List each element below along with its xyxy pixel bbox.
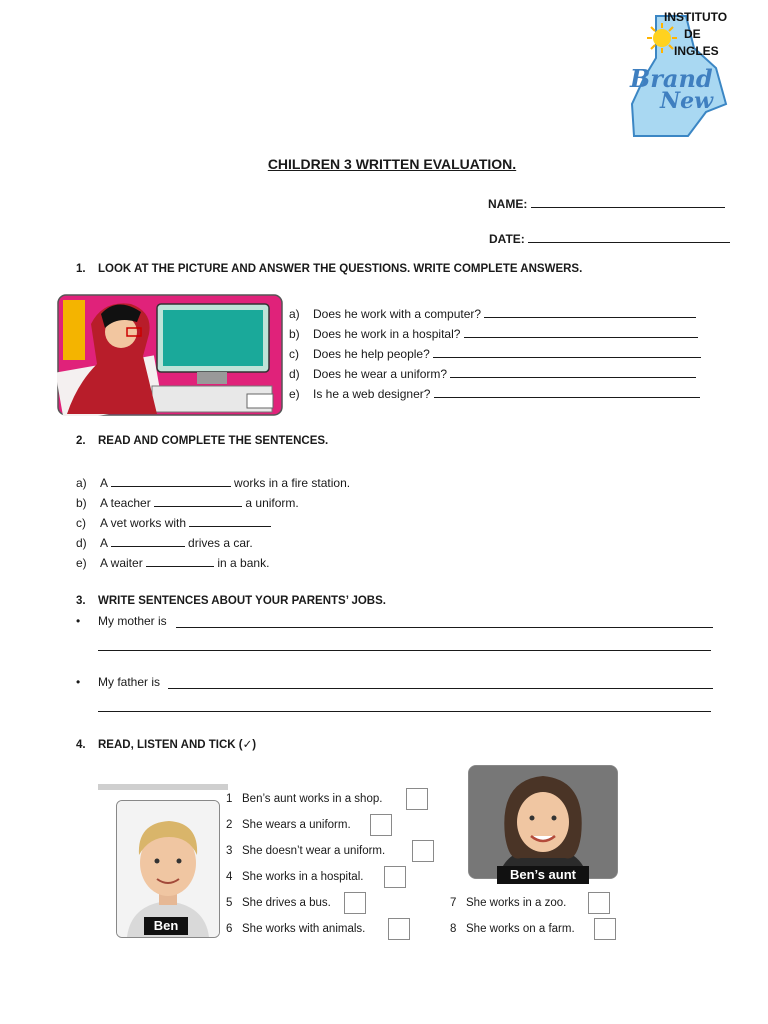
section-number: 4. (76, 739, 86, 751)
question-a (289, 306, 696, 321)
tick-box-7[interactable] (588, 892, 610, 914)
question-text: Is he a web designer? (313, 387, 431, 401)
fill-blank[interactable] (154, 495, 242, 507)
quiz-item-6 (226, 923, 365, 935)
quiz-text: She wears a uniform. (242, 819, 351, 831)
sentence-end: in a bank. (217, 556, 270, 570)
name-line[interactable] (531, 195, 725, 208)
tick-box-3[interactable] (412, 840, 434, 862)
name-label: NAME: (488, 197, 528, 211)
logo-line-2: DE (684, 27, 701, 41)
sentence-label: c) (76, 516, 86, 530)
tick-box-1[interactable] (406, 788, 428, 810)
question-e (289, 386, 700, 401)
sentence-d (76, 535, 253, 550)
logo-brand-1: Brand (630, 64, 713, 93)
tick-box-6[interactable] (388, 918, 410, 940)
answer-line-father-2[interactable] (98, 711, 711, 712)
logo-brand-2: New (660, 88, 714, 114)
sentence-a (76, 475, 350, 490)
tick-box-4[interactable] (384, 866, 406, 888)
sentence-start: A (100, 476, 108, 490)
quiz-item-3 (226, 845, 385, 857)
web-designer-illustration (57, 294, 283, 416)
section-1-heading (76, 263, 582, 275)
bullet-glyph: • (76, 614, 81, 628)
ben-photo-label: Ben (144, 917, 188, 935)
bullet-text: My mother is (98, 614, 167, 628)
question-label: d) (289, 367, 300, 381)
quiz-item-1 (226, 793, 382, 805)
quiz-text: She works with animals. (242, 923, 366, 935)
bullet-mother (76, 614, 716, 628)
sentence-c (76, 515, 271, 530)
tick-box-5[interactable] (344, 892, 366, 914)
fill-blank[interactable] (111, 535, 185, 547)
quiz-number: 4 (226, 871, 233, 883)
fill-blank[interactable] (189, 515, 271, 527)
aunt-photo-label: Ben’s aunt (497, 866, 589, 884)
question-d (289, 366, 696, 381)
answer-line-mother-2[interactable] (98, 650, 711, 651)
quiz-item-5 (226, 897, 331, 909)
section-heading-text: LOOK AT THE PICTURE AND ANSWER THE QUESTIONS. WRITE COMPLETE ANSWERS. (98, 263, 583, 275)
quiz-text: She works on a farm. (466, 923, 575, 935)
bullet-text: My father is (98, 675, 161, 689)
date-field[interactable] (489, 230, 730, 246)
quiz-number: 3 (226, 845, 233, 857)
question-text: Does he help people? (313, 347, 430, 361)
question-text: Does he wear a uniform? (313, 367, 448, 381)
sentence-e (76, 555, 269, 570)
bullet-father (76, 675, 716, 689)
quiz-text: She doesn’t wear a uniform. (242, 845, 386, 857)
question-label: e) (289, 387, 300, 401)
answer-line[interactable] (433, 346, 701, 358)
fill-blank[interactable] (146, 555, 214, 567)
name-field[interactable] (488, 195, 725, 211)
question-b (289, 326, 698, 341)
quiz-item-7 (450, 897, 566, 909)
question-label: b) (289, 327, 300, 341)
bullet-glyph: • (76, 675, 81, 689)
logo-line-3: INGLES (674, 44, 719, 58)
question-label: c) (289, 347, 299, 361)
answer-line[interactable] (464, 326, 698, 338)
date-line[interactable] (528, 230, 730, 243)
quiz-number: 7 (450, 897, 457, 909)
answer-line-father-1[interactable] (168, 688, 713, 689)
answer-line-mother-1[interactable] (176, 627, 713, 628)
sentence-end: works in a fire station. (234, 476, 351, 490)
section-3-heading (76, 595, 386, 607)
sentence-label: b) (76, 496, 87, 510)
quiz-item-2 (226, 819, 351, 831)
quiz-text: Ben’s aunt works in a shop. (242, 793, 383, 805)
sentence-label: a) (76, 476, 87, 490)
sentence-start: A teacher (100, 496, 151, 510)
question-c (289, 346, 701, 361)
sentence-start: A (100, 536, 108, 550)
question-label: a) (289, 307, 300, 321)
section-heading-text: READ, LISTEN AND TICK (✓) (98, 739, 257, 751)
section-number: 2. (76, 435, 86, 447)
sentence-b (76, 495, 299, 510)
sentence-start: A vet works with (100, 516, 187, 530)
sentence-label: e) (76, 556, 87, 570)
section-heading-text: READ AND COMPLETE THE SENTENCES. (98, 435, 329, 447)
quiz-number: 1 (226, 793, 233, 805)
quiz-text: She works in a hospital. (242, 871, 364, 883)
section-number: 3. (76, 595, 86, 607)
aunt-photo (468, 765, 618, 879)
answer-line[interactable] (434, 386, 700, 398)
section-heading-text: WRITE SENTENCES ABOUT YOUR PARENTS’ JOBS. (98, 595, 386, 607)
quiz-number: 8 (450, 923, 457, 935)
section-2-heading (76, 435, 328, 447)
section-number: 1. (76, 263, 86, 275)
sentence-start: A waiter (100, 556, 143, 570)
fill-blank[interactable] (111, 475, 231, 487)
sentence-end: a uniform. (245, 496, 299, 510)
section-4-heading (76, 737, 256, 751)
date-label: DATE: (489, 232, 525, 246)
question-text: Does he work with a computer? (313, 307, 482, 321)
tick-box-8[interactable] (594, 918, 616, 940)
tick-box-2[interactable] (370, 814, 392, 836)
sun-icon (647, 23, 677, 53)
sentence-label: d) (76, 536, 87, 550)
quiz-number: 6 (226, 923, 233, 935)
quiz-item-4 (226, 871, 363, 883)
quiz-item-8 (450, 923, 575, 935)
quiz-text: She works in a zoo. (466, 897, 567, 909)
quiz-text: She drives a bus. (242, 897, 331, 909)
logo-line-1: INSTITUTO (664, 10, 728, 24)
page-title: CHILDREN 3 WRITTEN EVALUATION. (267, 156, 517, 172)
quiz-number: 2 (226, 819, 233, 831)
sentence-end: drives a car. (188, 536, 253, 550)
top-strip (98, 784, 228, 790)
answer-line[interactable] (484, 306, 696, 318)
question-text: Does he work in a hospital? (313, 327, 461, 341)
answer-line[interactable] (450, 366, 696, 378)
institute-logo (626, 8, 738, 140)
quiz-number: 5 (226, 897, 233, 909)
